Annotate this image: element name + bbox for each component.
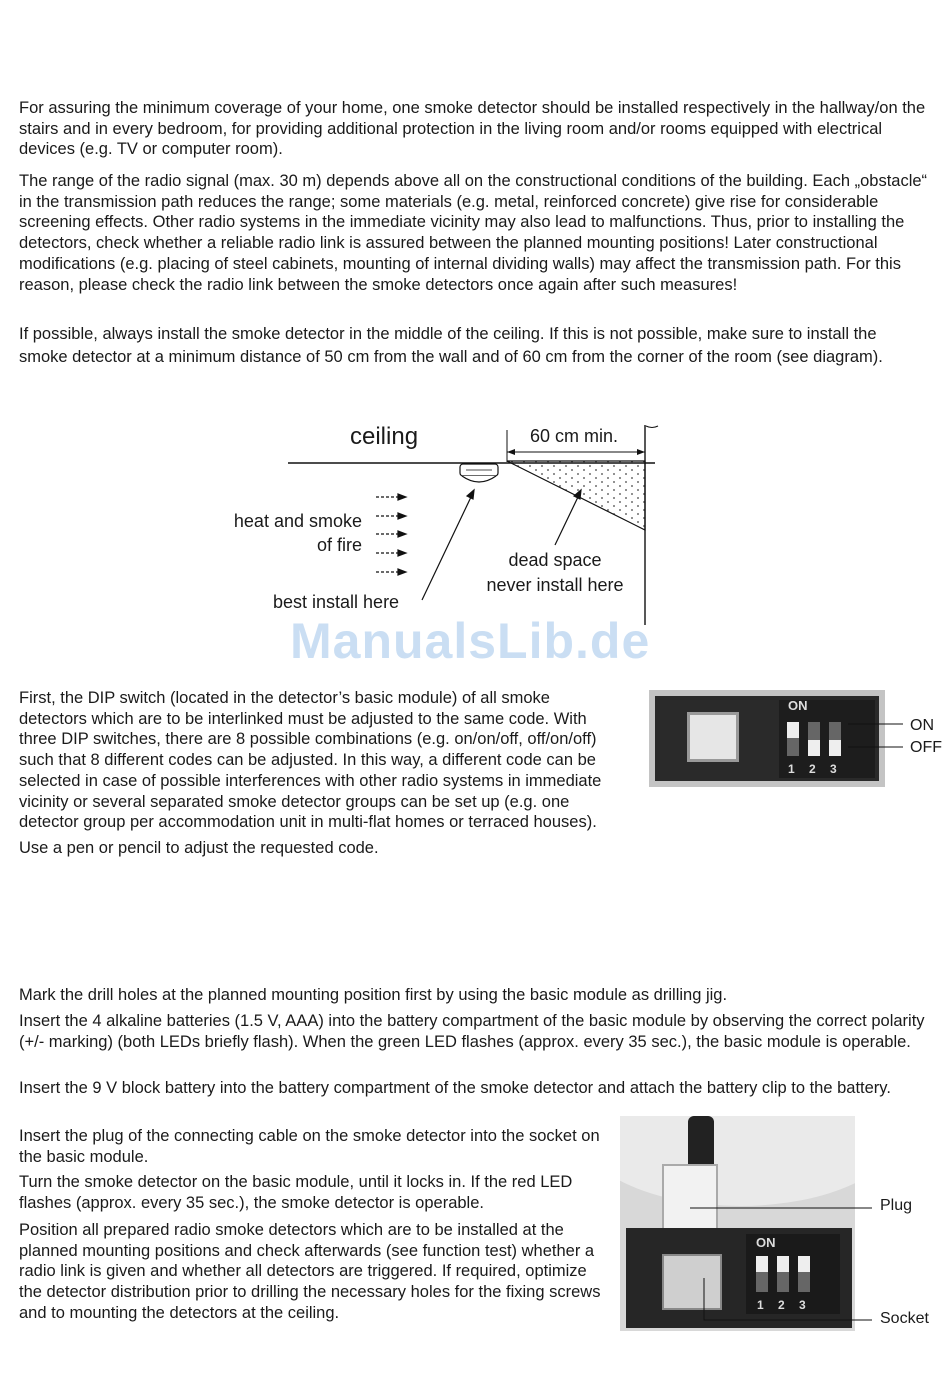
dead-space-label-1: dead space	[508, 550, 602, 570]
mounting-step-5: Turn the smoke detector on the basic module, until it locks in. If the red LED flashes (approx. every 35 sec.), the smoke detector is operable.	[19, 1173, 573, 1212]
on-label: ON	[910, 717, 934, 734]
photo-connector	[687, 712, 739, 762]
mounting-step-4: Insert the plug of the connecting cable on the smoke detector into the socket on the basic module.	[19, 1127, 600, 1166]
best-install-pointer	[422, 490, 474, 600]
coverage-paragraph-2: The range of the radio signal (max. 30 m) depends above all on the constructional conditions of the building. Each „obstacle“ in the transmission path reduces the range; some materials (e.g. metal, reinforced concrete) give rise for considerable screening effects. Other radio systems in the immediate vicinity may also lead to malfunctions. Thus, prior to installing the detectors, check whether a reliable radio link is assured between the planned mounting positions! Later constructional modifications (e.g. placing of steel cabinets, mounting of internal dividing walls) may affect the transmission path. For this reason, please check the radio link between the smoke detectors once again after such measures!	[19, 172, 928, 294]
photo-on-text-2: ON	[756, 1235, 776, 1250]
dip-switch-text: First, the DIP switch (located in the detector’s basic module) of all smoke detectors which are to be interlinked must be adjusted to the same code. With three DIP switches, there are 8 possible combinations (e.g. on/on/off, off/on/off) such that 8 different codes can be adjusted. In this way, a different code can be selected in case of possible interferences with other radio systems in immediate vicinity or several separated smoke detector groups can be set up (e.g. one detector group per accommodation unit in multi-flat homes or terraced houses).	[19, 689, 602, 832]
mounting-step-6: Position all prepared radio smoke detectors which are to be installed at the planned mounting positions and check afterwards (see function test) whether a radio link is given and whether all detectors are triggered. If required, optimize the detector distribution prior to drilling the necessary holes for the fixing screws and to mounting the detectors at the ceiling.	[19, 1221, 601, 1322]
plug-label: Plug	[880, 1197, 913, 1214]
mounting-step-2: Insert the 4 alkaline batteries (1.5 V, AAA) into the battery compartment of the basic module by observing the correct polarity (+/- marking) (both LEDs briefly flash). When the green LED flashes (approx. every 35 sec.), the basic module is operable.	[19, 1012, 925, 1051]
socket-label: Socket	[880, 1310, 929, 1327]
heat-smoke-label-1: heat and smoke	[233, 511, 362, 531]
smoke-detector-icon	[460, 464, 498, 482]
dead-space-pointer	[555, 490, 581, 545]
photo-number-1b: 1	[757, 1298, 764, 1312]
photo-detector-housing	[620, 1116, 855, 1206]
pen-instruction: Use a pen or pencil to adjust the requested code.	[19, 839, 379, 857]
ceiling-label: ceiling	[350, 423, 419, 450]
coverage-paragraph-3: If possible, always install the smoke detector in the middle of the ceiling. If this is not possible, make sure to install the smoke detector at a minimum distance of 50 cm from the wall and of 60 cm from the corner of the room (see diagram).	[19, 325, 883, 366]
min-distance-label: 60 cm min.	[530, 426, 619, 446]
mounting-step-3: Insert the 9 V block battery into the battery compartment of the smoke detector and attach the battery clip to the battery.	[19, 1079, 891, 1097]
dip-switch-3	[829, 722, 841, 756]
photo-number-1: 1	[788, 762, 795, 776]
photo-on-text: ON	[788, 698, 808, 713]
photo-number-3: 3	[830, 762, 837, 776]
dip-callout-lines	[848, 715, 908, 755]
off-label: OFF	[910, 739, 942, 756]
coverage-paragraph-1: For assuring the minimum coverage of your home, one smoke detector should be installed respectively in the hallway/on the stairs and in every bedroom, for providing additional protection in the living room and/or rooms equipped with electrical devices (e.g. TV or computer room).	[19, 99, 926, 159]
photo-number-3b: 3	[799, 1298, 806, 1312]
heat-smoke-label-2: of fire	[316, 535, 362, 555]
mounting-step-1: Mark the drill holes at the planned mounting position first by using the basic module as drilling jig.	[19, 986, 728, 1004]
watermark: ManualsLib.de	[290, 613, 651, 669]
photo-number-2b: 2	[778, 1298, 785, 1312]
dip-switch-2	[808, 722, 820, 756]
photo-number-2: 2	[809, 762, 816, 776]
heat-arrows	[376, 494, 406, 575]
dead-space-label-2: never install here	[486, 575, 624, 595]
best-install-label: best install here	[273, 592, 400, 612]
dip-switch-1	[787, 722, 799, 756]
